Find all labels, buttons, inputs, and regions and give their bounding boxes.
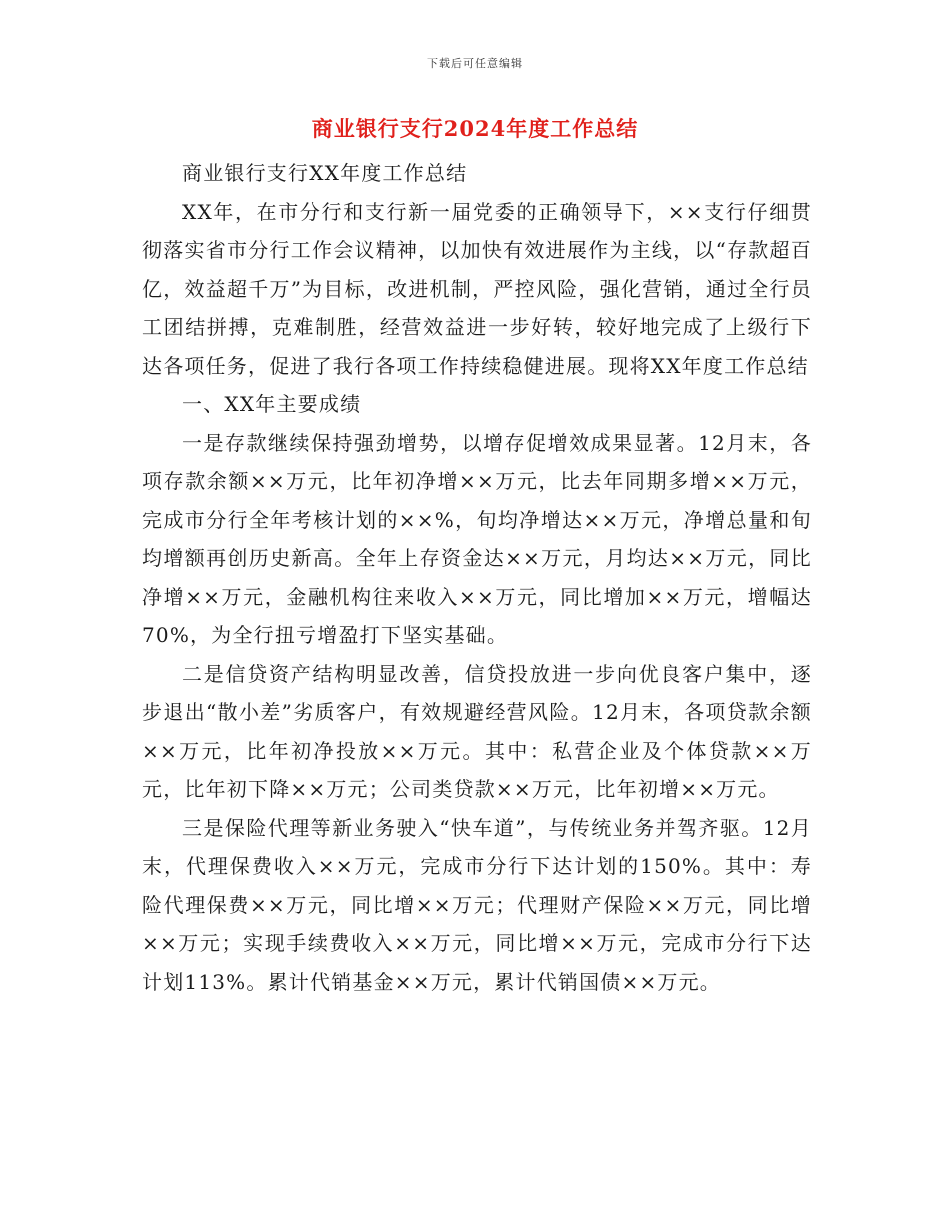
paragraph-credit: 二是信贷资产结构明显改善，信贷投放进一步向优良客户集中，逐步退出“散小差”劣质客户，有效规避经营风险。12月末，各项贷款余额××万元，比年初净投放××万元。其中：私营企业及个体贷款××万元，比年初下降××万元；公司类贷款××万元，比年初增××万元。: [142, 661, 812, 801]
paragraph-insurance: 三是保险代理等新业务驶入“快车道”，与传统业务并驾齐驱。12月末，代理保费收入××万元，完成市分行下达计划的150%。其中：寿险代理保费××万元，同比增××万元；代理财产保险××万元，同比增××万元；实现手续费收入××万元，同比增××万元，完成市分行下达计划113%。累计代销基金××万元，累计代销国债××万元。: [142, 815, 812, 994]
paragraph-deposits: 一是存款继续保持强劲增势，以增存促增效成果显著。12月末，各项存款余额××万元，比年初净增××万元，比去年同期多增××万元，完成市分行全年考核计划的××%，旬均净增达××万元，净增总量和旬均增额再创历史新高。全年上存资金达××万元，月均达××万元，同比净增××万元，金融机构往来收入××万元，同比增加××万元，增幅达70%，为全行扭亏增盈打下坚实基础。: [142, 430, 812, 647]
document-body: [142, 154, 812, 1001]
document-title: 商业银行支行2024年度工作总结: [311, 116, 639, 141]
paragraph-subtitle: 商业银行支行XX年度工作总结: [182, 161, 468, 185]
paragraph-intro: XX年，在市分行和支行新一届党委的正确领导下，××支行仔细贯彻落实省市分行工作会议精神，以加快有效进展作为主线，以“存款超百亿，效益超千万”为目标，改进机制，严控风险，强化营销，通过全行员工团结拼搏，克难制胜，经营效益进一步好转，较好地完成了上级行下达各项任务，促进了我行各项工作持续稳健进展。现将XX年度工作总结: [142, 199, 812, 378]
paragraph-section-heading: 一、XX年主要成绩: [182, 392, 362, 416]
header-note: 下载后可任意编辑: [427, 57, 523, 70]
